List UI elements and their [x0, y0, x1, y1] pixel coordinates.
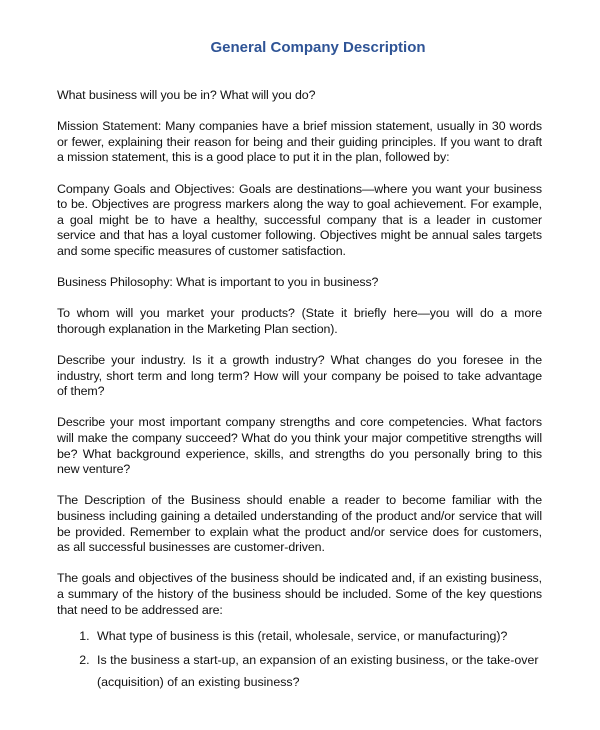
paragraph-goals-history: The goals and objectives of the business should be indicated and, if an existing business, a summary of the history of the business should be included. Some of the key questions that need to be addressed are: [57, 571, 542, 617]
paragraph-strengths: Describe your most important company strengths and core competencies. What factors will make the company succeed? What do you think your major competitive strengths will be? What background experience, skills, and strengths do you personally bring to this new venture? [57, 415, 542, 477]
list-item: 1. What type of business is this (retail, wholesale, service, or manufacturing)? [93, 624, 542, 649]
key-questions-list [57, 624, 542, 693]
paragraph-description: The Description of the Business should enable a reader to become familiar with the business including gaining a detailed understanding of the product and/or service that will be provided. Remember to explain what the product and/or service does for customers, as all successful businesses are customer-driven. [57, 493, 542, 555]
paragraph-mission-statement: Mission Statement: Many companies have a brief mission statement, usually in 30 words or fewer, explaining their reason for being and their guiding principles. If you want to draft a mission statement, this is a good place to put it in the plan, followed by: [57, 119, 542, 165]
paragraph-business-philosophy: Business Philosophy: What is important to you in business? [57, 275, 379, 290]
paragraph-goals-objectives: Company Goals and Objectives: Goals are destinations—where you want your business to be. Objectives are progress markers along the way to goal achievement. For example, a goal might be to have a healthy, successful company that is a leader in customer service and that has a loyal customer following. Objectives might be annual sales targets and some specific measures of customer satisfaction. [57, 181, 542, 258]
paragraph-market: To whom will you market your products? (State it briefly here—you will do a more thorough explanation in the Marketing Plan section). [57, 306, 542, 336]
list-item: 2. Is the business a start-up, an expansion of an existing business, or the take-over (acquisition) of an existing business? [93, 649, 542, 693]
document-body [57, 88, 542, 693]
paragraph-industry: Describe your industry. Is it a growth industry? What changes do you foresee in the industry, short term and long term? How will your company be poised to take advantage of them? [57, 353, 542, 399]
document-title: General Company Description [210, 39, 426, 56]
paragraph-business: What business will you be in? What will you do? [57, 88, 316, 102]
